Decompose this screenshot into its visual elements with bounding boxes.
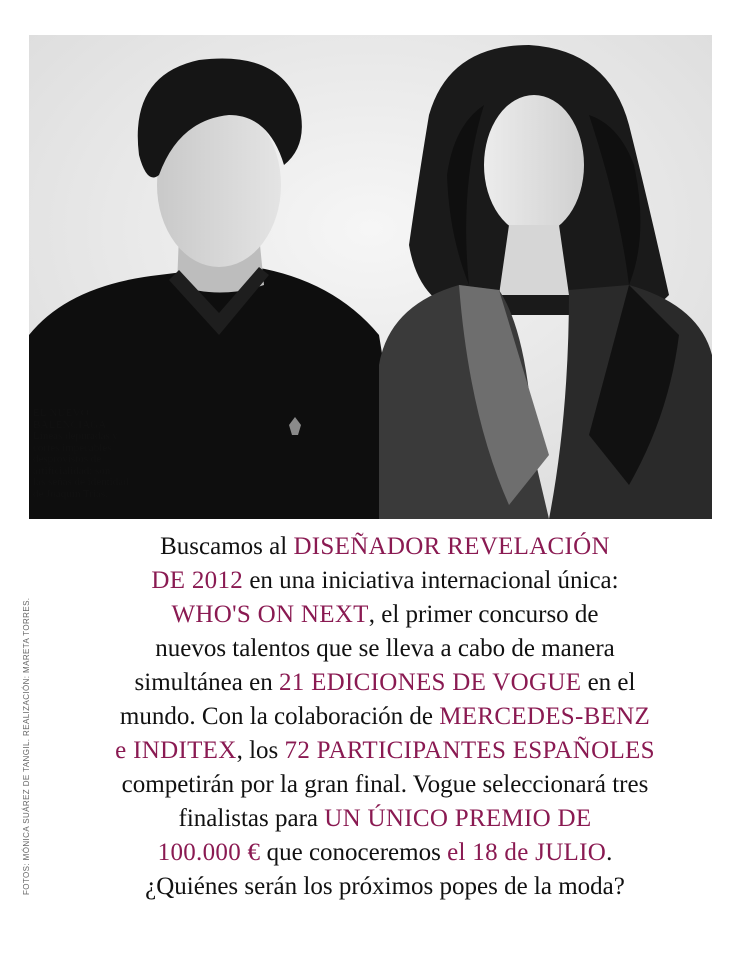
highlight-text: 21 EDICIONES DE VOGUE [278,669,582,696]
woman-face [484,95,584,235]
text-run: simultánea en [134,669,279,696]
text-run: Buscamos al [160,533,294,560]
article-line [50,802,720,836]
article-line [50,734,720,768]
caption-line: cortes impecables [33,441,112,454]
text-run: que conoceremos [260,839,448,866]
highlight-text: UN ÚNICO PREMIO DE [324,805,592,832]
caption-line: desprovistos de [33,453,102,465]
highlight-text: 100.000 € [157,839,261,866]
caption-line: artificialidad; son [33,464,111,477]
photo-credit: FOTOS: MÓNICA SUÁREZ DE TANGIL. REALIZACIÓN: MARETA TORRES. [22,597,31,895]
text-run: , los [236,737,285,764]
article-line: competirán por la gran final. Vogue seleccionará tres [121,771,649,798]
caption-line: Líneas depuradas y [33,430,118,442]
highlight-text: MERCEDES-BENZ [439,703,651,730]
text-run: , el primer concurso de [368,601,599,628]
highlight-text: DISEÑADOR REVELACIÓN [293,533,610,560]
article-line [50,836,720,870]
highlight-text: 72 PARTICIPANTES ESPAÑOLES [284,737,655,764]
photo-caption [33,408,135,500]
caption-line: de Joaquín Trias. [33,487,108,500]
caption-heading-line2: BALENCIAGA [33,418,107,431]
highlight-text: WHO'S ON NEXT [171,601,369,628]
article-line [50,598,720,632]
highlight-text: e INDITEX [115,737,237,764]
text-run: en el [581,669,636,696]
caption-heading-line1: EL NUEVO [33,407,89,419]
article-line [50,666,720,700]
article-line [50,564,720,598]
article-line [50,700,720,734]
article-line: nuevos talentos que se lleva a cabo de manera [155,635,615,662]
article-body [50,530,720,904]
caption-line: las señas de identidad [33,476,129,488]
article-line [50,530,720,564]
text-run: mundo. Con la colaboración de [119,703,440,730]
text-run: en una iniciativa internacional única: [243,567,619,594]
text-run: finalistas para [178,805,325,832]
highlight-text: DE 2012 [151,567,244,594]
text-run: . [606,839,613,866]
article-line: ¿Quiénes serán los próximos popes de la moda? [145,873,625,900]
highlight-text: el 18 de JULIO [447,839,607,866]
